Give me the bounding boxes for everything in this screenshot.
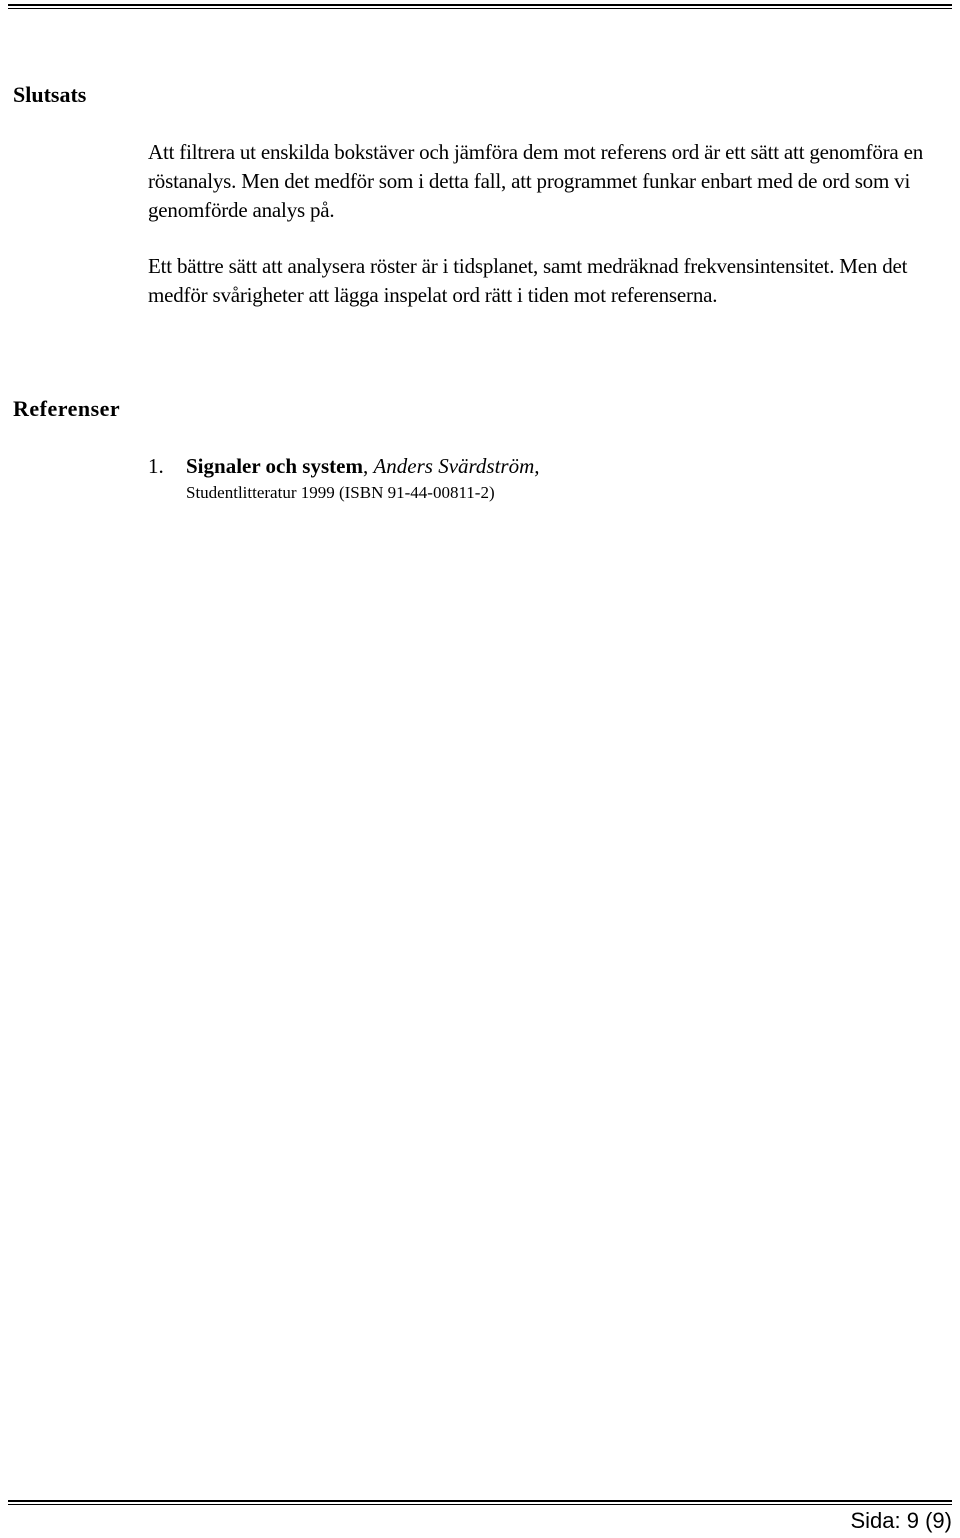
reference-author: Anders Svärdström, xyxy=(373,454,540,478)
reference-title: Signaler och system xyxy=(186,454,363,478)
section-heading-referenser: Referenser xyxy=(13,396,121,421)
section-heading-slutsats: Slutsats xyxy=(13,82,87,107)
slutsats-paragraph-1: Att filtrera ut enskilda bokstäver och jämföra dem mot referens ord är ett sätt att genomföra en röstanalys. Men det medför som i detta fall, att programmet funkar enbart med de ord som vi genomförde analys på. xyxy=(148,140,924,222)
reference-separator: , xyxy=(362,454,374,478)
bottom-rule xyxy=(8,1500,952,1505)
top-rule xyxy=(8,4,952,9)
reference-item xyxy=(148,452,928,506)
slutsats-paragraph-2: Ett bättre sätt att analysera röster är i tidsplanet, samt medräknad frekvensintensitet. Men det medför svårigheter att lägga inspelat ord rätt i tiden mot referenserna. xyxy=(148,254,908,307)
page-number-footer: Sida: 9 (9) xyxy=(850,1508,952,1533)
reference-publisher: Studentlitteratur 1999 (ISBN 91-44-00811-2) xyxy=(186,483,495,502)
reference-list xyxy=(148,452,928,506)
reference-number: 1. xyxy=(148,454,164,478)
